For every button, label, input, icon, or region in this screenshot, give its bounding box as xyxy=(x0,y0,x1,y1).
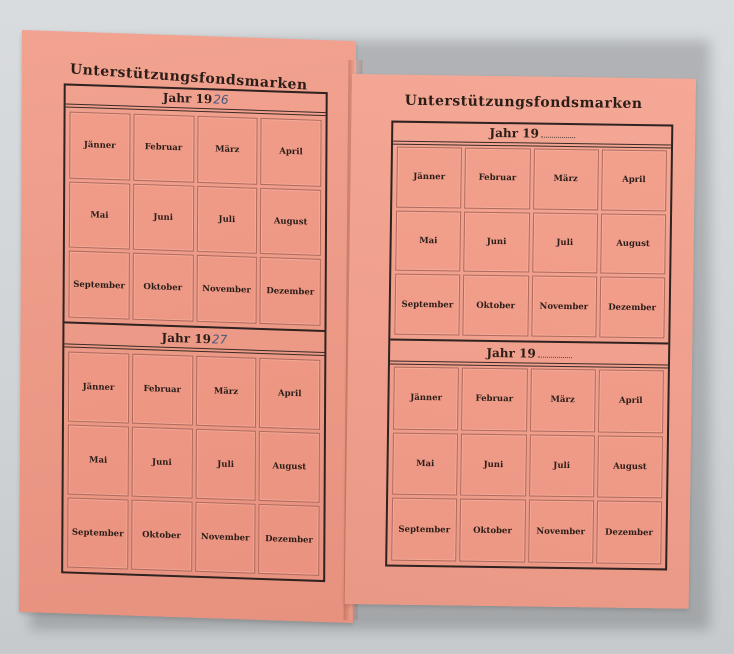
month-cell: Dezember xyxy=(260,257,321,326)
month-cell: Dezember xyxy=(596,501,662,565)
month-cell: Juli xyxy=(195,429,256,501)
month-cell: März xyxy=(197,116,258,185)
month-cell: Oktober xyxy=(463,275,529,337)
left-page xyxy=(19,30,356,623)
month-cell: Februar xyxy=(464,148,530,210)
month-cell: August xyxy=(259,431,320,503)
month-cell: November xyxy=(196,255,257,324)
month-cell: Mai xyxy=(69,181,130,250)
month-cell: September xyxy=(391,498,457,562)
month-cell: Oktober xyxy=(131,500,192,572)
left-page-title: Unterstützungsfondsmarken xyxy=(69,61,308,94)
month-cell: Juni xyxy=(460,433,526,497)
right-year-block-1 xyxy=(390,123,671,343)
year-label-text: Jahr 19 xyxy=(486,345,536,361)
month-cell: August xyxy=(597,435,663,499)
month-cell: Juni xyxy=(131,427,192,499)
month-cell: April xyxy=(260,118,321,187)
right-page-title: Unterstützungsfondsmarken xyxy=(404,92,643,113)
month-cell: Juli xyxy=(529,434,595,498)
year-label xyxy=(393,123,671,146)
month-cell: Mai xyxy=(392,432,458,496)
year-label-text: Jahr 19 xyxy=(161,330,211,347)
handwritten-year: 26 xyxy=(213,92,229,107)
year-label-text: Jahr 19 xyxy=(489,125,539,141)
month-cell: Jänner xyxy=(68,352,129,424)
year-label-text: Jahr 19 xyxy=(162,90,213,107)
month-cell: April xyxy=(601,149,667,211)
month-cell: Juli xyxy=(532,212,598,274)
month-cell: März xyxy=(533,149,599,211)
month-cell: Februar xyxy=(132,354,193,426)
month-grid xyxy=(394,147,667,339)
month-cell: November xyxy=(528,500,594,564)
month-cell: Februar xyxy=(461,368,527,432)
right-year-block-2 xyxy=(387,343,668,569)
month-grid xyxy=(69,112,322,326)
right-page xyxy=(345,74,696,609)
month-cell: August xyxy=(260,188,321,257)
month-cell: Jänner xyxy=(393,367,459,431)
month-cell: Juni xyxy=(133,183,194,252)
month-cell: September xyxy=(67,498,128,570)
month-cell: März xyxy=(530,369,596,433)
month-grid xyxy=(391,367,664,565)
year-label xyxy=(390,343,668,366)
year-blank-line xyxy=(538,347,572,358)
month-cell: Juni xyxy=(463,211,529,273)
month-cell: April xyxy=(259,358,320,430)
year-blank-line xyxy=(541,127,575,138)
left-year-block-1 xyxy=(64,85,325,330)
month-cell: November xyxy=(195,502,256,574)
handwritten-year: 27 xyxy=(211,332,228,347)
month-cell: Dezember xyxy=(599,277,665,339)
right-frame xyxy=(385,121,673,571)
month-cell: Mai xyxy=(68,425,129,497)
left-frame xyxy=(61,83,328,582)
month-cell: Jänner xyxy=(69,112,130,181)
month-cell: September xyxy=(69,251,130,320)
month-cell: März xyxy=(195,356,256,428)
month-cell: August xyxy=(600,213,666,275)
month-cell: September xyxy=(394,274,460,336)
month-cell: Jänner xyxy=(396,147,462,209)
month-cell: Oktober xyxy=(132,253,193,322)
month-cell: Juli xyxy=(196,185,257,254)
month-cell: Oktober xyxy=(459,499,525,563)
month-cell: November xyxy=(531,276,597,338)
month-cell: Februar xyxy=(133,114,194,183)
month-cell: April xyxy=(598,369,664,433)
month-grid xyxy=(67,352,320,576)
month-cell: Dezember xyxy=(258,504,319,576)
left-year-block-2 xyxy=(63,325,324,580)
month-cell: Mai xyxy=(395,210,461,272)
